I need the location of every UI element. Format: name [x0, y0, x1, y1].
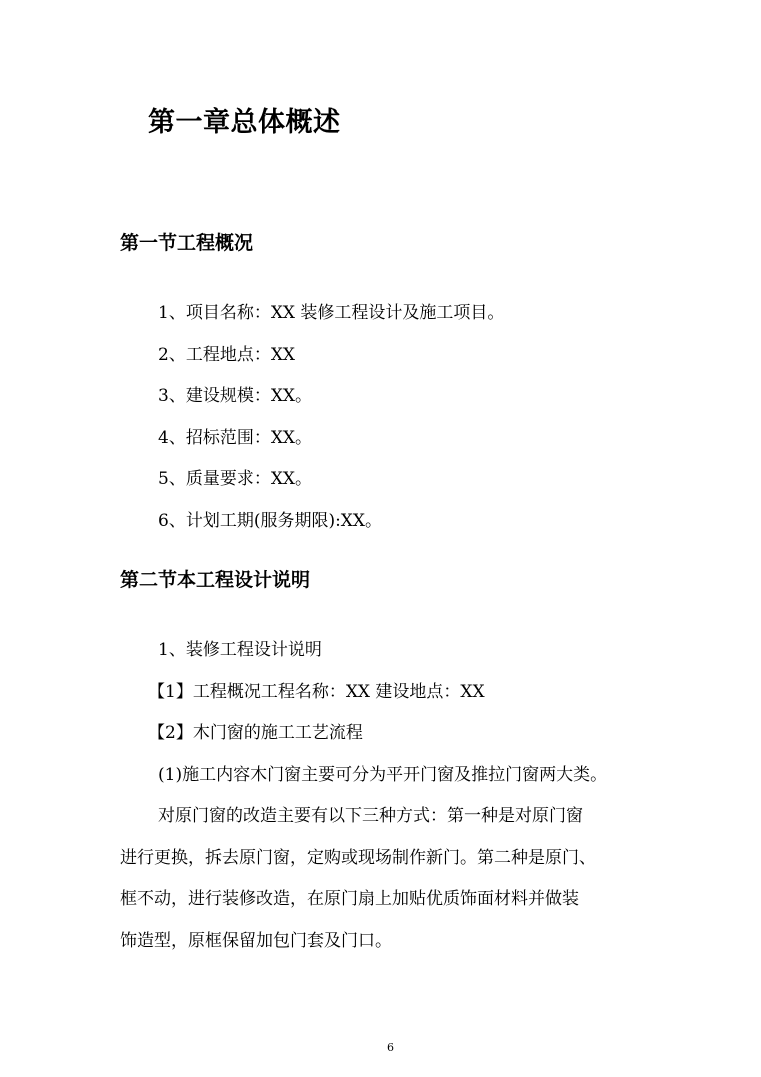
- list-item-bid-scope: 4、招标范围：XX。: [158, 428, 313, 448]
- page-number: 6: [387, 1041, 394, 1054]
- list-item-project-name: 1、项目名称：XX 装修工程设计及施工项目。: [158, 303, 505, 323]
- section-title-overview: 第一节工程概况: [120, 232, 254, 254]
- list-item-quality: 5、质量要求：XX。: [158, 469, 313, 489]
- paragraph-line: 饰造型，原框保留加包门套及门口。: [120, 931, 392, 951]
- paragraph-line: 框不动，进行装修改造，在原门扇上加贴优质饰面材料并做装: [120, 889, 579, 909]
- list-item-scale: 3、建设规模：XX。: [158, 386, 313, 406]
- content-item-1: (1)施工内容木门窗主要可分为平开门窗及推拉门窗两大类。: [158, 765, 608, 785]
- list-item-location: 2、工程地点：XX: [158, 345, 296, 365]
- subsection-title: 1、装修工程设计说明: [158, 640, 322, 660]
- section-title-design: 第二节本工程设计说明: [120, 569, 311, 591]
- paragraph-line: 进行更换，拆去原门窗，定购或现场制作新门。第二种是原门、: [120, 848, 596, 868]
- chapter-title: 第一章总体概述: [148, 107, 341, 138]
- list-item-schedule: 6、计划工期(服务期限):XX。: [158, 511, 383, 531]
- bracket-item-1: 【1】工程概况工程名称：XX 建设地点：XX: [148, 682, 485, 702]
- paragraph-line: 对原门窗的改造主要有以下三种方式：第一种是对原门窗: [158, 806, 583, 826]
- bracket-item-2: 【2】木门窗的施工工艺流程: [148, 723, 363, 743]
